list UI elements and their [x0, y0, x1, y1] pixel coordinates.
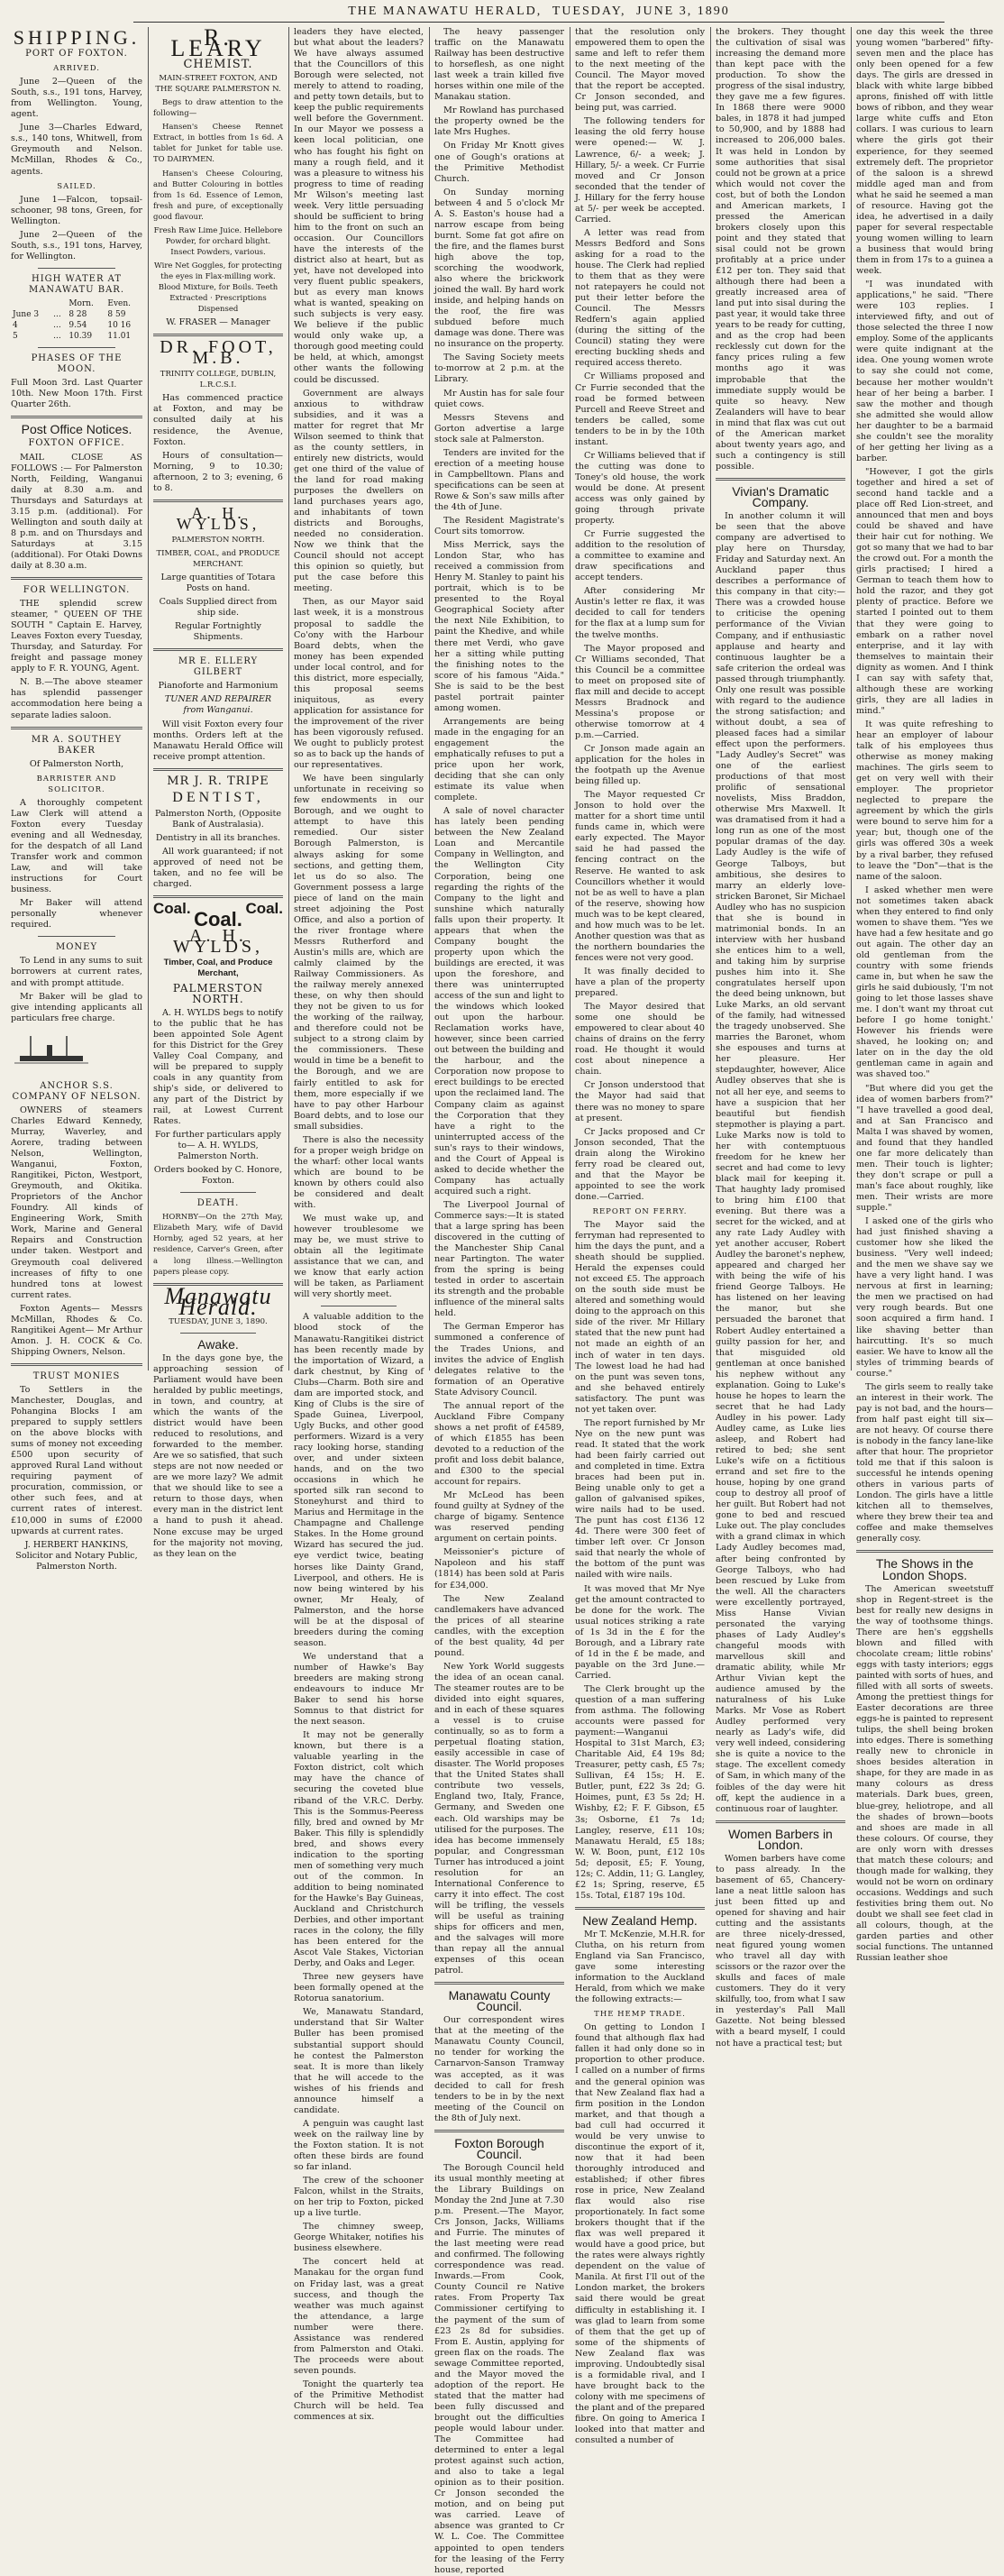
column-rule	[148, 27, 149, 1371]
sailed-heading: SAILED.	[57, 181, 96, 191]
wylds2-body: A. H. WYLDS begs to notify to the public that he has been appointed Sole Agent for this District for the Grey Valley Coal Company, and will be prepared to supply coals in any quantity from ship's side, or delivered to any part of the District by rail, at Lowest Current Rates.	[153, 1007, 283, 1126]
shows-heading: The Shows in the London Shops.	[875, 1556, 974, 1582]
tide-heading: HIGH WATER AT MANAWATU BAR.	[28, 273, 125, 295]
tide-cell: 4	[13, 321, 18, 331]
column-2	[153, 24, 283, 1559]
awake-body: In the days gone bye, the approaching session of Parliament would have been heralded by public meetings, in town, and country, at which the wants of the district would have been reduced to resolutions, and forwarded to the member. Are we so satisfied, that such steps are not now needed or are we more lazy? We admit that we should like to see a return to those days, when every man in the district lent a hand to push it ahead. None excuse may be urged for the majority not moving, as they lean on the	[153, 1352, 283, 1559]
tide-header-row	[11, 298, 142, 309]
news-item: Miss Merrick, says the London Star, who has received a commission from Henry M. Stanley to paint his portrait, which is to be presented to the Royal Geographical Society after the next Nile Exhibition, to paint the Khedive, and while there met Verdi, who gave her a sitting while putting the finishing notes to the score of his famous "Aida." She is said to be the best pastel portrait painter among women.	[434, 540, 564, 713]
money-body: To Lend in any sums to suit borrowers at current rates, and with prompt attitude.	[11, 956, 142, 988]
masthead-title: THE MANAWATU HERALD,	[348, 5, 543, 18]
hemp-body: Mr T. McKenzie, M.H.R. for Clutha, on his return from England via San Francisco, gave some interesting information to the Auckland Herald, from which we make the following extracts:—	[575, 1929, 705, 2005]
column-3	[294, 27, 424, 2423]
wellington-body: THE splendid screw steamer, " QUEEN OF THE SOUTH " Captain E. Harvey, Leaves Foxton every Tuesday, Thursday, and Saturday. For freight and passage money apply to F. R. YOUNG, Agent.	[11, 599, 142, 674]
column-rule	[429, 27, 430, 1371]
wylds2-trade: Timber, Coal, and Produce Merchant,	[163, 958, 273, 979]
council-paragraph: Cr Jacks proposed and Cr Jonson seconded, That the drain along the Wirokino ferry road be cleared out, and that the Mayor be appointed to see the work done.—Carried.	[575, 1126, 705, 1202]
tide-cell: ...	[53, 321, 61, 331]
column-4	[434, 27, 564, 2575]
council-paragraph: The Mayor requested Cr Jonson to hold over the matter for a short time until funds came in, which were early expected. The Mayor said he had passed the fencing contract on the Reserve. He wanted to ask Councillors whether it would not be as well to have a plan of the reserve, showing how much was to be kept cleared, and how much was to be let. Another question was that as the northern boundaries the fences were not very good.	[575, 790, 705, 963]
divider	[575, 1907, 705, 1910]
news-item: The Resident Magistrate's Court sits tomorrow.	[434, 516, 564, 537]
trust-heading: TRUST MONIES	[32, 1371, 121, 1381]
column-6	[716, 27, 845, 2049]
steamship-icon	[11, 1032, 92, 1068]
coal-word: Coal.	[245, 900, 283, 918]
divider	[38, 268, 115, 269]
tripe-location: Palmerston North, (Opposite Bank of Australasia).	[154, 808, 282, 830]
tripe-text: Dentistry in all its branches.	[155, 832, 281, 843]
masthead-date: JUNE 3, 1890	[636, 5, 730, 18]
council-paragraph: It was finally decided to have a plan of the property prepared.	[575, 966, 705, 999]
council-paragraph: A letter was read from Messrs Bedford and Sons asking for a road to the house. The Clerk had replied to them that as they were not ratepayers he could not put their letter before the Council. The Messrs Redfern's again applied (during the sitting of the Council) stating they were erecting buckling sheds and required access thereto.	[575, 227, 705, 369]
gilbert-trade: TUNER AND REPAIRER from Wanganui.	[164, 694, 272, 716]
wylds-text: Coals Supplied direct from ship side.	[159, 597, 278, 619]
barbers-paragraph: "I was inundated with applications," he said. "There were 103 replies. I interviewed fifty, and out of those selected the three I now employ. Some of the applicants were quite indignant at the idea. One young women wrote to say she could not come, because her mother wouldn't hear of her being a barber. I saw the mother and though she admitted she would allow her daughter to be a barmaid she couldn't see the morality of her getting her living as a barber.	[856, 280, 993, 463]
column-7	[856, 27, 993, 1964]
tide-row	[11, 320, 142, 331]
arrival-entry: June 2—Queen of the South, s.s., 191 tons, Harvey, from Wellington. Young, agent.	[11, 77, 142, 120]
moon-phases: Full Moon 3rd. Last Quarter 10th. New Moon 17th. First Quarter 26th.	[11, 378, 142, 410]
divider	[716, 1820, 845, 1823]
leary-name: R. LEARY	[170, 24, 266, 62]
foot-hours: Hours of consultation—Morning, 9 to 10.30; afternoon, 2 to 3; evening, 6 to 8.	[153, 450, 283, 493]
baker-note: Mr Baker will attend personally whenever required.	[11, 898, 142, 930]
council-paragraph: The Clerk brought up the question of a man suffering from asthma. The following accounts were passed for payment:—Wanganui Hospital to 31st March, £3; Charitable Aid, £4 19s 8d; Treasurer, petty cash, £5 7s; Sullivan, £4 15s; H. E. Butler, punt, £22 3s 2d; G. Hoimes, punt, £3 5s 2d; H. Wishby, £2; F. F. Gibson, £5 3s; Osborne, £1 7s 1d; Langley, reserve, £11 10s; Manawatu Herald, £5 18s; W. W. Boon, punt, £12 10s 5d; deposit, £5; F. Young, 12s; C. Addin, 11; G. Langley, £2 1s; Spring, reserve, £5 15s. Total, £187 19s 10d.	[575, 1683, 705, 1901]
leary-text: Fresh Raw Lime Juice. Hellebore Powder, for orchard blight. Insect Powders, various.	[153, 225, 283, 257]
barbers-paragraph: one day this week the three young women "barbered" fifty-seven men and the place has only been opened for a few days. The girls are dressed in black with white large bibbed aprons, finished off with little bows of ribbon, and they wear large white cuffs and Eton collars. I was curious to learn where the girls got their experience, for they seemed extremely deft. The proprietor of the saloon is a shrewd middle aged man and from what he said he seemed a man of resource. Having got the idea, he advertised in a daily paper for several respectable young women willing to learn a business that would bring them in from 17s to a guinea a week.	[856, 27, 993, 277]
wylds2-location: PALMERSTON NORTH.	[172, 982, 264, 1006]
borough-council-body: The Borough Council held its usual monthly meeting at the Library Buildings on Monday the 2nd June at 7.30 p.m. Present.—The Mayor, Crs Jonson, Jacks, Williams and Furrie. The minutes of the last meeting were read and confirmed. The following correspondence was read. Inwards.—From Cook, County Council re Native rates. From Property Tax Commissioner certifying to the payment of the sum of £23 2s 8d for subsidies. From E. Austin, applying for green flax on the roads. The sewage Committee reported, and the Mayor moved the adoption of the report. He stated that the matter had been fully discussed and brought out the difficulties people would labour under. The Committee had determined to enter a legal protest against such action, and also to take a legal opinion as to their position. Cr Jonson seconded the motion, and on being put was carried. Leave of absence was granted to Cr W. L. Coe. The Committee appointed to open tenders for the leasing of the Ferry house, reported	[434, 2162, 564, 2575]
council-paragraph: The report furnished by Mr Nye on the new punt was read. It stated that the work had been fairly carried out and completed in time. Extra braces had been put in. Being unable only to get a gallon of galvanised spikes, wire nails had to be used. The punt has cost £136 12 4d. There were 300 feet of timber left over. Cr Jonson said that nearly the whole of the bottom of the punt was nailed with wire nails.	[575, 1417, 705, 1581]
wellington-heading: FOR WELLINGTON.	[23, 585, 131, 596]
trust-body: To Settlers in the Manchester, Douglas, and Pohangina Blocks I am prepared to supply settlers on the above blocks with sums of money not exceeding £500 upon security of approved Rural Land without requiring payment of procuration, commission, or other such fees, and at current rates of interest. £10,000 in sums of £2000 upwards at current rates.	[11, 1384, 142, 1536]
post-office-body: MAIL CLOSE AS FOLLOWS :— For Palmerston North, Feilding, Wanganui daily at 8.30 a.m. and Thursdays and Saturdays at 3.15 p.m. (additional). For Wellington and south daily at 8 p.m. and on Thursdays and Saturdays at 3.15 (additional). For Otaki Downs daily at 8.30 a.m.	[11, 452, 142, 571]
news-item: Meissonier's picture of Napoleon and his staff (1814) has been sold at Paris for £34,000.	[434, 1547, 564, 1591]
barbers-paragraph: I asked one of the girls who had just finished shaving a customer how she liked the business. "Very well indeed; and the men we shave say we have a very light hand. I was nervous at first in learning; the men we practised on had very rough beards. But one soon acquired a firm hand. I like shaving better than haircutting. It's so much easier. We have to know all the styles of trimming beards of course."	[856, 1216, 993, 1379]
money-heading: MONEY	[55, 942, 98, 953]
death-body: HORNBY—On the 27th May, Elizabeth Mary, wife of David Hornby, aged 52 years, at her residence, Carver's Green, after a long illness.—Wellington papers please copy.	[153, 1213, 283, 1277]
tide-cell: 9.54	[68, 321, 87, 331]
tide-table	[11, 298, 142, 342]
news-item: New York World suggests the idea of an ocean canal. The steamer routes are to be divided into eight squares, and in each of these squares a vessel is to cruise continually, so as to form a perpetual floating station, easily accessible in case of disaster. The World proposes that the United States shall contribute two vessels, England two, Italy, France, Germany, and Sweden one each. Old warships may be utilised for the purposes. The idea has become immensely popular, and Congressman Turner has introduced a joint resolution for an International Conference to carry it into effect. The cost will be trifling, the vessels will be useful as training ships for officers and men, and the salvages will more than repay all the annual expenses of this ocean patrol.	[434, 1661, 564, 1976]
divider	[153, 648, 283, 651]
leary-address: MAIN-STREET FOXTON, AND THE SQUARE PALMERSTON N.	[155, 74, 281, 95]
post-office-subheading: FOXTON OFFICE.	[28, 438, 125, 449]
tide-cell: ...	[53, 310, 61, 320]
tide-cell: ...	[53, 332, 61, 342]
news-item: Tonight the quarterly tea of the Primitive Methodist Church will be held. Tea commences at six.	[294, 2379, 424, 2423]
news-item: Arrangements are being made in the engaging for an engagement the emphatically refuses to put a price upon her work, deciding that she can only estimate its value when complete.	[434, 716, 564, 803]
tide-row	[11, 331, 142, 342]
news-item: On Friday Mr Knott gives one of Gough's orations at the Primitive Methodist Church.	[434, 141, 564, 184]
article-paragraph: Then, as our Mayor said last week, it is a monstrous proposal to saddle the Co'ony with the Harbour Board debts, when the money has been expended under local control, and for this district, more especially, this proposal seems iniquitous, as every application for assistance for the improvement of the river has been vigorously refused. We ought to publicly protest so as to back up the hands of our representatives.	[294, 597, 424, 771]
hemp-heading: New Zealand Hemp.	[582, 1912, 698, 1928]
baker-name: MR A. SOUTHEY BAKER	[31, 734, 123, 756]
anchor-agents: Foxton Agents— Messrs McMillan, Rhodes & Co. Rangitikei Agent— Mr Arthur Amon. J. H. COCK & Co. Shipping Owners, Nelson.	[11, 1303, 142, 1357]
leary-signature: W. FRASER — Manager	[166, 317, 270, 328]
tripe-name: MR J. R. TRIPE	[167, 774, 269, 788]
council-paragraph: The Mayor said the ferryman had represented to him the days the punt, and a sheath should be supplied. Herald the expenses could not exceed £5. The approach on the south side must be altered and something would doing to the approach on this side of the river. Mr Hillary stated that the new punt had not made an eighth of an inch of water in ten days. The lowest load he had had on the punt was seven tons, and she behaved entirely satisfactory. The punt was not yet taken over.	[575, 1219, 705, 1415]
divider	[153, 768, 283, 771]
divider	[434, 1982, 564, 1985]
tide-cell: Morn.	[68, 298, 94, 308]
ferry-report-heading: REPORT ON FERRY.	[592, 1206, 688, 1216]
tide-row	[11, 309, 142, 320]
divider	[153, 500, 283, 502]
shows-body: The American sweetstuff shop in Regent-street is the best for really new designs in the way of toothsome things. There are hen's eggshells blown and filled with chocolate cream; little robins' eggs with tasty interiors; eggs painted with sorts of hues, and filled with all sorts of sweets. Among the prettiest things for Easter decorations are three eggs-he is painted to represent tulips, the shell being broken into edges. There is something really new to chronicle in shoes besides alteration in shape, for they are made in as many colours as dress materials. Dark bues, green, blue-grey, heliotrope, and all the shades of brown—boots and shoes are made in all these colours. Of course, they are only worn with dresses that match these colours; and though made for walking, they would not be worn on ordinary occasions. Weddings and such festivities bring them out. No doubt we shall see feet clad in all colours, though, at the garden parties and other social functions. The untanned Russian leather shoe	[856, 1583, 993, 1964]
news-item: The annual report of the Auckland Fibre Company shows a net profit of £4589, of which £1855 has been devoted to a reduction of the profit and loss debit balance, and £300 to the special account for repairs.	[434, 1400, 564, 1488]
tide-cell: 8 28	[68, 310, 87, 320]
tide-cell: 8 59	[107, 310, 126, 320]
news-item: The Saving Society meets to-morrow at 2 p.m. at the Library.	[434, 353, 564, 385]
wellington-note: N. B.—The above steamer has splendid passenger accommodation here being a separate ladies saloon.	[11, 677, 142, 720]
column-1	[11, 26, 142, 1572]
tripe-role: DENTIST,	[172, 789, 264, 805]
wylds-text: Regular Fortnightly Shipments.	[175, 621, 261, 643]
tripe-text: All work guaranteed; if not approved of need not be taken, and no fee will be charged.	[153, 846, 283, 890]
news-item: The concert held at Manakau for the organ fund on Friday last, was a great success, and though the weather was much against the attendance, a large number were there. Assistance was rendered from Palmerston and Otaki. The proceeds were about seven pounds.	[294, 2257, 424, 2376]
post-office-heading: Post Office Notices.	[21, 422, 132, 437]
column-rule	[851, 27, 852, 1371]
anchor-heading: ANCHOR S.S. COMPANY OF NELSON.	[12, 1080, 141, 1102]
trust-signature: J. HERBERT HANKINS, Solicitor and Notary Public, Palmerston North.	[15, 1539, 138, 1572]
council-paragraph: that the resolution only empowered them to open the same and left to refer them to the next meeting of the Council. The Mayor moved that the report be accepted. Cr Jonson seconded, and being put, was carried.	[575, 27, 705, 114]
council-paragraph: It was moved that Mr Nye get the amount contracted to be done for the work. The usual notices striking a rate of 1s 3d in the £ for the Borough, and a Library rate of 1d in the £ be made, and payable on the 3rd June.—Carried.	[575, 1583, 705, 1681]
tide-cell: Even.	[107, 298, 132, 308]
borough-council-heading: Foxton Borough Council.	[454, 2135, 544, 2161]
hemp-continued: the brokers. They thought the cultivation of sisal was increasing the demand more than kept pace with the production. To show the progress of the sisal industry, they gave me a few figures. In 1868 there were 9000 bales, in 1878 it had jumped to 50,900, and by 1888 had increased to 206,000 bales. It was held in London by some authorities that sisal could not be grown at a price which would not cover the cost, but of both the London and American markets, I pressed the American brokers closely upon this point and they stated that sisal could not be grown profitably at a price under £12 per ton. They said that although there had been a greatly increased area of land put into sisal during the past year, it would take three years to be ready for cutting, and as the crop had been recklessly cut down for the fancy prices ruling a few months ago it was improbable that the immediate supply would be quite so heavy. New Zealanders will have to bear in mind that flax was cut out of the American market about twenty years ago, and such a contingency is still possible.	[716, 27, 845, 472]
news-item: A valuable addition to the blood stock of the Manawatu-Rangitikei district has been recently made by the importation of Wizard, a dark chestnut, by King of Clubs—Charm. Both sire and dam are imported stock, and King of Clubs is the sire of Spade Guinea, Liverpool, Ugly Bucks, and other good performers. Wizard is a very racy looking horse, standing over, and under sixteen hands, and on the two occasions in which he sported silk ran second to Stoneyhurst and third to Marius and Hermitage in the Champagne and Challenge Stakes. In the Home ground Wizard has secured the jud. eye verdict twice, beating horses like Dainty Grand, Liverpool, and others. He is now being wintered by his owner, Mr Healy, of Palmerston, and the horse will be at the disposal of breeders during the coming season.	[294, 1312, 424, 1648]
council-paragraph: Cr Jonson made again an application for the holes in the footpath up the Avenue being filled up.	[575, 744, 705, 787]
article-paragraph: We must wake up, and however troublesome we may be, we must strive to obtain all the legitimate assistance that we can, and we know that early action will be taken, as Parliament will very shortly meet.	[294, 1214, 424, 1300]
column-5	[575, 27, 705, 2446]
divider	[38, 347, 115, 348]
barbers-paragraph: "However, I got the girls together and hired a set of second hand tackle and a place off Red Lion-street, and announced that men and boys could be shaved and have their hair cut for nothing. We got so many that we had to bar the crowd out. For a month the girls practised; I hired a German to teach them how to hold the razor, and they got plenty of practice. Before we started I pointed out to them that they were going to embark on a rather novel enterprise, and it lay with themselves to maintain their dignity as women. And I think I can say with safety that, although these are working girls, they are all ladies in mind."	[856, 466, 993, 716]
newspaper-nameplate: Manawatu Herald.	[164, 1282, 272, 1320]
county-council-heading: Manawatu County Council.	[448, 1988, 551, 2014]
leary-text: Hansen's Cheese Colouring, and Butter Colouring in bottles from 1s 6d. Essence of Lemon, fresh and pure, of exceptionally good flavour.	[153, 169, 283, 222]
wylds-trade: TIMBER, COAL, and PRODUCE MERCHANT.	[156, 548, 280, 569]
divider	[11, 416, 142, 418]
news-item: The chimney sweep, George Whitaker, notifies his business elsewhere.	[294, 2222, 424, 2254]
anchor-body: OWNERS of steamers Charles Edward Kennedy, Murray, Waverley, and Aorere, trading between Nelson, Wellington, Wanganui, Foxton, Rangitikei, Picton, Westport, Greymouth, and Okitika. Proprietors of the Anchor Foundry. All kinds of Engineering Work, Smith Work, Marine and General Repairs and Construction under taken. Westport and Greymouth coal delivered increases of fifty to one hundred tons at lowest current rates.	[11, 1105, 142, 1300]
news-item: Messrs Stevens and Gorton advertise a large stock sale at Palmerston.	[434, 412, 564, 445]
news-item: Three new geysers have been formally opened at the Rotorua sanatorium.	[294, 1972, 424, 2004]
article-paragraph: leaders they have elected, but what about the leaders? We have always assumed that the Councillors of this Borough were selected, not merely to attend to roading, and petty town details, but to keep the public requirements well before the Government. In our Mayor we possess a keen local politician, one who has fought his fight on many a rough field, and it was a pleasure to witness his progress to time of reading Mr Wilson's meeting last week. Very little persuading should be sufficient to bring him to the front on such an occasion. Our Councillors have the interests of the district also at heart, but as yet, have not developed into very fluent public speakers, but as every man knows what is wanted, speaking on such subjects is very easy. We believe if the public would only wake up, a thorough good meeting could be held, at which, amongst other wants the following could be discussed.	[294, 27, 424, 385]
divider	[180, 1192, 256, 1193]
foot-body: Has commenced practice at Foxton, and may be consulted daily at his residence, the Avenue, Foxton.	[153, 393, 283, 447]
awake-heading: Awake.	[197, 1336, 239, 1352]
barbers-heading: Women Barbers in London.	[728, 1826, 833, 1852]
article-paragraph: Government are always anxious to withdraw subsidies, and it was a matter for regret that Mr Wilson seemed to think that as the county settlers, in entirely new districts, would get one third of the value of the land for road making purposes the dwellers on land purchases years ago, and inhabitants of town districts and Boroughs, needed no consideration. Now we think that the Council should not accept this opinion so quietly, but put the case before this meeting.	[294, 388, 424, 594]
council-paragraph: The following tenders for leasing the old ferry house were opened:— W. J. Lawrence, 6/- a week; J. Hillary, 5/- a week. Cr Furrie moved and Cr Jonson seconded that the tender of J. Hillary for the ferry house at 5/- per week be accepted. Carried.	[575, 116, 705, 225]
wylds2-orders: Orders booked by C. Honore, Foxton.	[153, 1165, 283, 1187]
moon-heading: PHASES OF THE MOON.	[31, 353, 123, 375]
tide-cell	[51, 298, 67, 309]
barbers-paragraph: I asked whether men were not sometimes taken aback when they entered to find only women to shave them. "Yes we have had a few hesitate and go out again. The other day an old gentleman from the country with some friends came in, but when he saw the girls he said dubiously, 'I'm not going to let those lasses shave me. I don't want my throat cut before I go home tonight.' However his friends were shaved, he looking on; and later on in the day the old gentleman came in again and was shaved too."	[856, 885, 993, 1080]
news-item: The Liverpool Journal of Commerce says:—It is stated that a large spring has been discovered in the cutting of the Manchester Ship Canal near Partington. The water from the spring is being tested in order to ascertain its strength and the probable influence of the mineral salts held.	[434, 1199, 564, 1319]
barbers-body: Women barbers have come to pass already. In the basement of 65, Chancery-lane a neat little saloon has just been fitted up and opened for shaving and hair cutting and the assistants are three nicely-dressed, neat figured young women who travel all day with scissors or the razor over the skulls and faces of male customers. They do it very skilfully, too, from what I saw in yesterday's Pall Mall Gazette. Not being blessed with a beard myself, I could not have a practical test; but	[716, 1853, 845, 2049]
wylds-text: Large quantities of Totara Posts on hand.	[160, 573, 276, 594]
shipping-heading: SHIPPING.	[13, 26, 141, 49]
masthead	[133, 2, 945, 23]
news-item: We understand that a number of Hawke's Bay breeders are making strong endeavours to induce Mr Baker to send his horse Somnus to that district for the next season.	[294, 1651, 424, 1728]
sailing-entry: June 1—Falcon, topsail-schooner, 98 tons, Green, for Wellington.	[11, 194, 142, 226]
tide-cell	[11, 298, 51, 309]
news-item: The heavy passenger traffic on the Manawatu Railway has been destructive to horseflesh, as one night last week a train killed five horses within one mile of the Manakau station.	[434, 27, 564, 103]
hemp-subheading: THE HEMP TRADE.	[594, 2010, 686, 2020]
news-item: A penguin was caught last week on the railway line by the Foxton station. It is not often these birds are found so far inland.	[294, 2118, 424, 2173]
news-item: A sale of novel character has lately been pending between the New Zealand Loan and Mercantile Company in Wellington, and the Wellington City Corporation, being one regarding the rights of the Company to the light and sunshine which naturally falls upon their property. It appears that when the Company bought the property upon which the buildings are erected, it was upon the foreshore, and there was uninterrupted access of the sun and light to the windows which looked out upon the harbour. Reclamation works have, however, since been carried out between the building and the harbour, and the Corporation now propose to erect buildings to be erected upon the reclaimed land. The Company claim as against the Corporation that they have a right to the uninterrupted access of the sun's rays to their windows, and the Court of Appeal is asked to decide whether the Company has actually acquired such a right.	[434, 806, 564, 1196]
wylds-name: A. H. WYLDS,	[176, 503, 260, 533]
leary-text: Begs to draw attention to the following—	[153, 98, 283, 119]
tide-cell: June 3	[13, 310, 40, 320]
hemp-paragraph: On getting to London I found that although flax had fallen it had only done so in proportion to other produce. I called on a number of firms and the general opinion was that New Zealand flax had a firm position in the London market, and that though a bad cull had occurred it would be very unwise to discontinue the export of it, now that it had been thoroughly introduced and established; if other fibres rose in price, New Zealand flax would also rise proportionately. In fact some brokers thought that if the flax was well prepared it would have a good price, but the rates were always rightly dependent on the value of Manila. At first I'll out of the London market, the brokers said there would be great difficulty in establishing it. I was glad to learn from some of them that the get up of some of the shipments of New Zealand flax was improving. Undoubtedly sisal is a formidable rival, and I have brought back to the colony with me specimens of the plant and of the prepared fibre. On going to America I looked into that matter and consulted a number of	[575, 2022, 705, 2446]
masthead-day: TUESDAY,	[552, 5, 626, 18]
death-heading: DEATH.	[196, 1198, 240, 1209]
arrived-heading: ARRIVED.	[53, 64, 100, 74]
county-council-body: Our correspondent wires that at the meeting of the Manawatu County Council, no tender for working the Carnarvon-Sanson Tramway was accepted, as it was decided to call for fresh tenders to be in by the next meeting of the Council on the 8th of July next.	[434, 2015, 564, 2123]
divider	[434, 2130, 564, 2132]
council-paragraph: The Mayor desired that some one should be empowered to clear about 40 chains of drains on the ferry road. He thought it would cost about ninepence a chain.	[575, 1002, 705, 1077]
barbers-paragraph: The girls seem to really take an interest in their work. The pay is not bad, and the hours—from half past eight till six—are not heavy. Of course there is nobody in the fancy lane-like after that hour. The proprietor told me that if this saloon is successful he intends opening others in various parts of London. The girls have a little kitchen all to themselves, where they brew their tea and coffee and make themselves generally cosy.	[856, 1381, 993, 1545]
baker-role: BARRISTER AND SOLICITOR.	[36, 774, 117, 794]
divider	[180, 1333, 256, 1334]
barbers-paragraph: "But where did you get the idea of women barbers from?" "I have travelled a good deal, and at San Francisco and Malta I was shaved by women, and found that they handled one far more delicately than men. Their touch is lighter; they don't scrape or pull a man's face about roughly, like men. Their wrists are more supple."	[856, 1083, 993, 1214]
leary-text: Hansen's Cheese Rennet Extract, in bottles from 1s 6d. A tablet for Junket for table use. TO DAIRYMEN.	[153, 123, 283, 165]
coal-word: Coal.	[153, 900, 191, 918]
divider	[11, 577, 142, 580]
article-paragraph: There is also the necessity for a proper weigh bridge on the wharf: other local wants which are bound to be known by others could also be considered and dealt with.	[294, 1134, 424, 1211]
sailing-entry: June 2—Queen of the South, s.s., 191 tons, Harvey, for Wellington.	[11, 229, 142, 261]
vivian-body: In another column it will be seen that the above company are advertised to play here on Thursday, Friday and Saturday next. An Auckland paper thus describes a performance of this company in that city:—There was a crowded house to criticise the opening performance of the Vivian Company, and if enthusiastic applause and hearty and continuous laughter be a safe criterion the ordeal was passed through triumphantly. Only one result was possible with regard to the audience the strong satisfaction; and without doubt, a sea of pleased faces had a similar effect upon the performers. "Lady Audley's Secret" was one of the earliest productions of that most prolific of sensational novelists, Miss Braddon, otherwise Mrs Maxwell. It was dramatised from it had a long run as one of the most popular dramas of the day. Lady Audley is the wife of George Talboys, but ambitious, she desires to marry an elderly love-stricken Baronet, Sir Michael Audley who has no suspicion that she is bound in matrimonial bonds. In an interview with her husband she entices him to a well, and taking him by surprise pushes him into it. She congratulates herself upon the deed being unknown, but Luke Marks, an old servant of the family, had witnessed the tragedy unobserved. She marries the Baronet, whom she espouses and turns at her pleasure. Her stepdaughter, however, Alice Audley observes that she is not all her eye, and seems to have a suspicion that her beautiful but fiendish stepmother is playing a part. Luke Marks now is told to her with contemptuous freedom for he knew her secret and had come to levy black mail for keeping it. That haughty lady promised to bring him £100 that evening. But there was a secret for the wicked, and at any rate Lady Audley with yet another accuser, Robert Audley the baronet's nephew, appeared and charged her with being the wife of his friend George Talboys. He has listened on her leaving the manor, but she persuaded the baronet that Robert Audley entertained a guilty passion for her, and that misguided old gentleman at once banished his nephew without any explanation. Going to Luke's house he hopes to learn the secret that he had Lady Audley in his power. Lady Audley came, as Luke lies asleep, and Robert had retired to bed; she sent Luke's wife on a fictitious errand and set fire to the house, hoping by one grand coup to destroy all proof of her guilt. But Robert had not gone to bed and rescued Luke out. The play concludes with a grand climax in which Lady Audley becomes mad, after being confronted by George Talboys, who had been rescued by Luke from the well. All the characters were excellently portrayed, Miss Hanse Vivian personated the varying phases of Lady Audley's changeful moods with marvellous skill and dramatic ability, while Mr Arthur Vivian kept the audience amused by the naturalness of his Luke Marks. Mr Vose as Robert Audley performed very nearly as Lady's wife, did very well indeed, considering she is quite a novice to the stage. The excellent comedy of Sam, in which many of the foibles of the day were hit off, kept the audience in a continuous roar of laughter.	[716, 511, 845, 1814]
council-paragraph: Cr Williams proposed and Cr Furrie seconded that the road be formed between Purcell and Reeve Street and tenders be called, some tenders to be in by the 10th instant.	[575, 371, 705, 447]
money-note: Mr Baker will be glad to give intending applicants all particulars free charge.	[11, 991, 142, 1023]
council-paragraph: Cr Williams believed that if the cutting was done to Toney's old house, the work would be done. At present access was only gained by going through private property.	[575, 450, 705, 527]
news-item: The crew of the schooner Falcon, whilst in the Straits, on her trip to Foxton, picked up a live turtle.	[294, 2176, 424, 2219]
tide-cell: 5	[13, 332, 18, 342]
council-paragraph: The Mayor proposed and Cr Williams seconded, That this Council be a committee to meet on proposed site of flax mill and decide to accept Messrs Bradnock and Messina's propose or otherwise tomorrow at 4 p.m.—Carried.	[575, 643, 705, 740]
wylds2-more: For further particulars apply to— A. H. WYLDS, Palmerston North.	[155, 1130, 281, 1162]
gilbert-name: MR E. ELLERY GILBERT	[178, 656, 259, 678]
council-paragraph: Cr Jonson understood that the Mayor had said that there was no money to spare at present.	[575, 1080, 705, 1123]
divider	[11, 727, 142, 729]
tide-cell: 10 16	[107, 321, 132, 331]
news-item: We, Manawatu Standard, understand that Sir Walter Buller has been promised substantial support should he contest the Palmerston seat. It is more than likely that he will accede to the wishes of his friends and announce himself a candidate.	[294, 2007, 424, 2115]
tide-cell: 11.01	[107, 332, 132, 342]
gilbert-body: Will visit Foxton every four months. Orders left at the Manawatu Herald Office will receive prompt attention.	[153, 719, 283, 762]
divider	[153, 895, 283, 898]
wylds2-name: A. H. WYLDS,	[172, 926, 264, 958]
news-item: The German Emperor has summoned a conference of the Trades Unions, and invites the advice of English delegates relative to the formation of an Operative State Advisory Council.	[434, 1322, 564, 1398]
paper-date: TUESDAY, JUNE 3, 1890.	[169, 1316, 268, 1326]
column-rule	[710, 27, 711, 1371]
divider	[153, 334, 283, 336]
news-item: The New Zealand candlemakers have advanced the prices of all stearine candles, with the exception of the best quality, 4d per pound.	[434, 1593, 564, 1658]
barbers-paragraph: It was quite refreshing to hear an employer of labour talk of his employees thus otherwise as money making machines. The girls seem to get on very well with their employer. The proprietor neglected to prepare the agreement by which the girls were bound to serve him for a year; but, though one of the girls was offered 30s a week by a rival barber, they refused to leave the "Don"—that is the name of the saloon.	[856, 719, 993, 882]
baker-body: A thoroughly competent Law Clerk will attend a Foxton every Tuesday evening and all Wednesday, for the despatch of all Land Transfer work and common Law, and will take instructions for Court business.	[11, 797, 142, 895]
tide-cell: 10.39	[68, 332, 93, 342]
arrival-entry: June 3—Charles Edward, s.s., 140 tons, Whitwell, from Greymouth and Nelson. McMillan, Rhodes & Co., agents.	[11, 123, 142, 177]
news-item: Mr McLeod has been found guilty at Sydney of the charge of bigamy. Sentence was reserved pending argument on certain points.	[434, 1490, 564, 1545]
divider	[38, 936, 115, 937]
council-paragraph: After considering Mr Austin's letter re flax, it was decided to call for tenders for the flax at a lump sum for the twelve months.	[575, 586, 705, 640]
divider	[856, 1550, 993, 1553]
foot-name: DR. FOOT, M.B.	[160, 337, 277, 369]
article-paragraph: We have been singularly unfortunate in receiving so few endowments in our Borough, and we ought to attempt to have this remedied. Our sister Borough Palmerston, is always asking for some sections, and getting them, let us do so also. The Government possess a large piece of land on the main street adjoining the Post Office, and also a portion of the river frontage where Messrs Rutherford and Austin's mills are, which are calmly claimed by the Railway Commissioners. As the railway merely annexed these, on why then should they not be given to us for the working of the railway, and therefore could not be subject to a strong claim by the commissioners. These would in time be a benefit to the Borough, and we are fairly entitled to ask for them, more especially if we have to pay other Harbour Board debts, and to lose our small subsidies.	[294, 774, 424, 1132]
news-item: Mr Austin has for sale four quiet cows.	[434, 388, 564, 409]
wylds-location: PALMERSTON NORTH.	[171, 535, 265, 545]
gilbert-subtitle: Pianoforte and Harmonium	[158, 681, 278, 692]
divider	[716, 478, 845, 481]
news-item: Mr Rowland has purchased the property owned be the late Mrs Hughes.	[434, 105, 564, 138]
baker-location: Of Palmerston North,	[29, 758, 124, 769]
council-paragraph: Cr Furrie suggested the addition to the resolution of a committee to examine and draw specifications and accept tenders.	[575, 529, 705, 583]
foot-subtitle: TRINITY COLLEGE, DUBLIN, L.R.C.S.I.	[160, 370, 277, 390]
vivian-heading: Vivian's Dramatic Company.	[732, 483, 829, 509]
divider	[11, 1363, 142, 1366]
coal-word: Coal.	[194, 908, 242, 931]
news-item: It may not be generally known, but there is a valuable yearling in the Foxton district, colt which may have the chance of securing the coveted blue riband of the V.R.C. Derby. This is the Sommus-Peeress filly, bred and owned by Mr Baker. This filly is splendidly bred, and shows every indication to the sporting men of something very much out of the common. In addition to being nominated for the Hawke's Bay Guineas, Auckland and Christchurch Derbies, and other important races in the colony, the filly has been entered for the Ascot Vale Stakes, Victorian Derby, and Oaks and Leger.	[294, 1730, 424, 1969]
leary-text: Wire Net Goggles, for protecting the eyes in Flax-milling work. Blood Mixture, for Boils. Teeth Extracted · Prescriptions Dispensed	[154, 261, 282, 315]
port-heading: PORT OF FOXTON.	[25, 49, 128, 60]
news-item: Tenders are invited for the erection of a meeting house in Campbelltown. Plans and specifications can be seen at Rowe & Son's saw mills after the 4th of June.	[434, 447, 564, 512]
news-item: On Sunday morning between 4 and 5 o'clock Mr A. S. Easton's house had a narrow escape from being burnt. Some fat got afire on the fire, and the flames burst high above the top, scorching the woodwork, also where the brickwork joined the wall. By hard work inside, and helping hands on the roof, the fire was subdued before much damage was done. There was no insurance on the property.	[434, 187, 564, 350]
chemist-heading: CHEMIST.	[183, 58, 253, 72]
column-rule	[288, 27, 289, 1371]
